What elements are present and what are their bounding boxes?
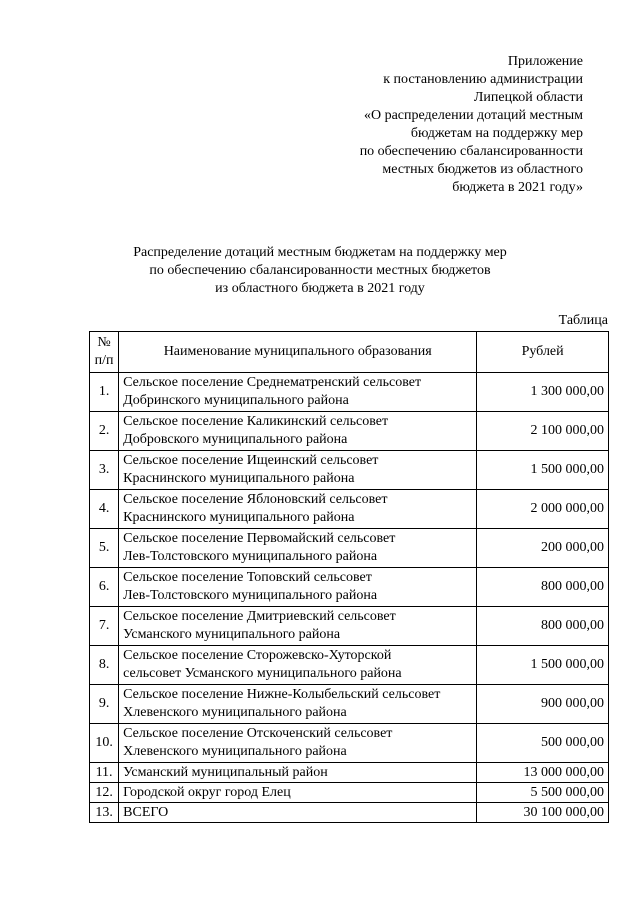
row-name: Сельское поселение Первомайский сельсовет Лев-Толстовского муниципального района <box>119 529 477 568</box>
appendix-line: бюджетам на поддержку мер <box>410 126 583 141</box>
row-num: 1. <box>90 373 119 412</box>
row-amount: 1 300 000,00 <box>477 373 609 412</box>
row-amount: 30 100 000,00 <box>477 803 609 823</box>
row-name: Сельское поселение Каликинский сельсовет Добровского муниципального района <box>119 412 477 451</box>
row-name: Сельское поселение Ищеинский сельсовет Краснинского муниципального района <box>119 451 477 490</box>
appendix-line: местных бюджетов из областного <box>382 162 583 177</box>
row-num: 5. <box>90 529 119 568</box>
table-total-row <box>90 803 609 823</box>
header-num: № п/п <box>90 332 119 373</box>
row-name: Сельское поселение Сторожевско-Хуторской сельсовет Усманского муниципального района <box>119 646 477 685</box>
row-name: Городской округ город Елец <box>119 783 477 803</box>
row-num: 7. <box>90 607 119 646</box>
row-amount: 1 500 000,00 <box>477 646 609 685</box>
table-row <box>90 412 609 451</box>
row-amount: 13 000 000,00 <box>477 763 609 783</box>
document-title <box>100 244 540 298</box>
table-row <box>90 783 609 803</box>
row-num: 11. <box>90 763 119 783</box>
table-row <box>90 529 609 568</box>
appendix-line: Приложение <box>507 54 583 69</box>
row-name: Сельское поселение Отскоченский сельсовет Хлевенского муниципального района <box>119 724 477 763</box>
row-num: 4. <box>90 490 119 529</box>
header-name: Наименование муниципального образования <box>119 332 477 373</box>
table-row <box>90 685 609 724</box>
subsidy-table <box>89 331 609 823</box>
row-num: 10. <box>90 724 119 763</box>
row-name: ВСЕГО <box>119 803 477 823</box>
table-row <box>90 724 609 763</box>
row-name: Усманский муниципальный район <box>119 763 477 783</box>
appendix-line: по обеспечению сбалансированности <box>359 144 583 159</box>
row-num: 6. <box>90 568 119 607</box>
row-amount: 2 100 000,00 <box>477 412 609 451</box>
row-num: 2. <box>90 412 119 451</box>
row-num: 3. <box>90 451 119 490</box>
row-name: Сельское поселение Топовский сельсовет Лев-Толстовского муниципального района <box>119 568 477 607</box>
row-name: Сельское поселение Яблоновский сельсовет Краснинского муниципального района <box>119 490 477 529</box>
row-amount: 2 000 000,00 <box>477 490 609 529</box>
table-caption: Таблица <box>558 313 608 328</box>
row-num: 12. <box>90 783 119 803</box>
row-amount: 800 000,00 <box>477 568 609 607</box>
row-amount: 200 000,00 <box>477 529 609 568</box>
row-num: 9. <box>90 685 119 724</box>
table-row <box>90 646 609 685</box>
row-name: Сельское поселение Нижне-Колыбельский сельсовет Хлевенского муниципального района <box>119 685 477 724</box>
row-amount: 5 500 000,00 <box>477 783 609 803</box>
table-row <box>90 568 609 607</box>
table-row <box>90 763 609 783</box>
header-amount: Рублей <box>477 332 609 373</box>
row-amount: 1 500 000,00 <box>477 451 609 490</box>
table-row <box>90 607 609 646</box>
row-amount: 500 000,00 <box>477 724 609 763</box>
title-line: из областного бюджета в 2021 году <box>215 281 425 296</box>
row-amount: 800 000,00 <box>477 607 609 646</box>
appendix-line: бюджета в 2021 году» <box>452 180 583 195</box>
title-line: по обеспечению сбалансированности местных бюджетов <box>149 263 491 278</box>
title-line: Распределение дотаций местным бюджетам на поддержку мер <box>133 245 507 260</box>
appendix-line: к постановлению администрации <box>383 72 583 87</box>
row-amount: 900 000,00 <box>477 685 609 724</box>
appendix-line: Липецкой области <box>473 90 583 105</box>
table-row <box>90 373 609 412</box>
table-row <box>90 451 609 490</box>
row-name: Сельское поселение Среднематренский сельсовет Добринского муниципального района <box>119 373 477 412</box>
table-header-row <box>90 332 609 373</box>
row-name: Сельское поселение Дмитриевский сельсовет Усманского муниципального района <box>119 607 477 646</box>
table-row <box>90 490 609 529</box>
appendix-line: «О распределении дотаций местным <box>363 108 583 123</box>
row-num: 13. <box>90 803 119 823</box>
appendix-header <box>300 53 583 197</box>
row-num: 8. <box>90 646 119 685</box>
